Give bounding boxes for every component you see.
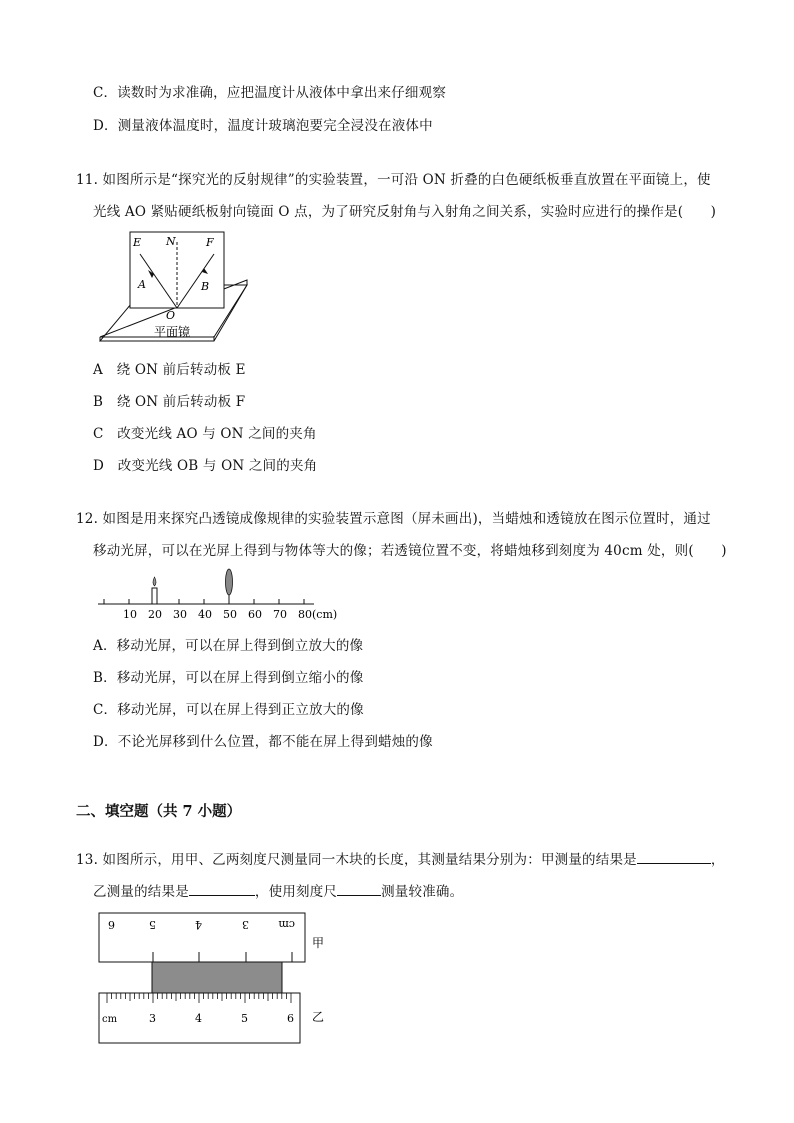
q13-stem-line1 (76, 848, 725, 868)
label-e: E (133, 236, 142, 249)
q12-option-b: B．移动光屏，可以在屏上得到倒立缩小的像 (93, 670, 364, 686)
reflection-figure (92, 228, 262, 343)
tick-label-80cm: 80(cm) (298, 608, 338, 621)
mirror-label: 平面镜 (154, 325, 191, 339)
q13-line2-text-c: 测量较准确。 (381, 884, 464, 900)
q10-option-d: D．测量液体温度时，温度计玻璃泡要完全浸没在液体中 (93, 118, 433, 134)
q11-option-c: C 改变光线 AO 与 ON 之间的夹角 (93, 426, 317, 442)
q11-option-b: B 绕 ON 前后转动板 F (93, 394, 246, 410)
tick-label-10: 10 (123, 608, 137, 621)
ruler-jia-label-4: 4 (195, 918, 202, 931)
q11-stem-line2: 光线 AO 紧贴硬纸板射向镜面 O 点，为了研究反射角与入射角之间关系，实验时应进行的操作是( ) (93, 204, 717, 220)
q11-option-a: A 绕 ON 前后转动板 E (93, 362, 246, 378)
ruler-jia-label-cm: cm (278, 918, 295, 931)
q13-line2-text-a: 乙测量的结果是 (93, 884, 189, 900)
blank-jia-result[interactable] (637, 849, 711, 864)
tick-label-60: 60 (248, 608, 262, 621)
tick-label-70: 70 (273, 608, 287, 621)
optical-bench-figure (92, 566, 352, 622)
q12-stem-line1: 12. 如图是用来探究凸透镜成像规律的实验装置示意图（屏未画出)，当蜡烛和透镜放在图示位置时，通过 (76, 511, 711, 527)
q12-option-c: C．移动光屏，可以在屏上得到正立放大的像 (93, 702, 364, 718)
ruler-yi-label-cm: cm (102, 1014, 118, 1025)
q12-option-a: A．移动光屏，可以在屏上得到倒立放大的像 (93, 638, 364, 654)
q12-option-d: D．不论光屏移到什么位置，都不能在屏上得到蜡烛的像 (93, 734, 433, 750)
ruler-yi-name: 乙 (312, 1010, 325, 1024)
ruler-yi-label-3: 3 (149, 1012, 156, 1025)
ruler-jia-name: 甲 (312, 936, 325, 950)
label-n: N (166, 235, 176, 248)
ruler-jia-label-3: 3 (242, 918, 249, 931)
ruler-yi-label-6: 6 (287, 1012, 294, 1025)
ruler-yi-label-5: 5 (241, 1012, 248, 1025)
q11-option-d: D 改变光线 OB 与 ON 之间的夹角 (93, 458, 318, 474)
tick-label-20: 20 (148, 608, 162, 621)
candle-flame-icon (153, 577, 156, 586)
tick-label-30: 30 (173, 608, 187, 621)
q13-line2-text-b: ，使用刻度尺 (254, 884, 338, 900)
q13-line1-text: 13. 如图所示，用甲、乙两刻度尺测量同一木块的长度，其测量结果分别为：甲测量的结果是 (76, 852, 637, 868)
ruler-jia-label-6: 6 (108, 918, 115, 931)
q11-stem-line1: 11. 如图所示是“探究光的反射规律”的实验装置，一可沿 ON 折叠的白色硬纸板垂直放置在平面镜上，使 (76, 172, 711, 188)
q10-option-c: C．读数时为求准确，应把温度计从液体中拿出来仔细观察 (93, 85, 447, 101)
q13-stem-line2 (93, 880, 463, 900)
convex-lens (226, 569, 233, 595)
tick-label-40: 40 (198, 608, 212, 621)
q13-line1-end: ， (710, 852, 725, 868)
wood-block (152, 962, 282, 993)
ruler-jia-label-5: 5 (149, 918, 156, 931)
label-f: F (206, 236, 214, 249)
section-title: 二、填空题（共 7 小题） (76, 803, 242, 820)
bench-ticks (104, 599, 304, 604)
q12-stem-line2: 移动光屏，可以在光屏上得到与物体等大的像；若透镜位置不变，将蜡烛移到刻度为 40cm 处，则( ) (93, 543, 727, 559)
tick-label-50: 50 (223, 608, 237, 621)
label-b: B (201, 280, 210, 293)
blank-accurate-ruler[interactable] (337, 881, 381, 896)
blank-yi-result[interactable] (189, 881, 255, 896)
ruler-figure (95, 910, 335, 1046)
candle (152, 588, 157, 604)
label-o: O (166, 309, 176, 322)
label-a: A (138, 278, 146, 291)
ruler-yi-label-4: 4 (195, 1012, 202, 1025)
